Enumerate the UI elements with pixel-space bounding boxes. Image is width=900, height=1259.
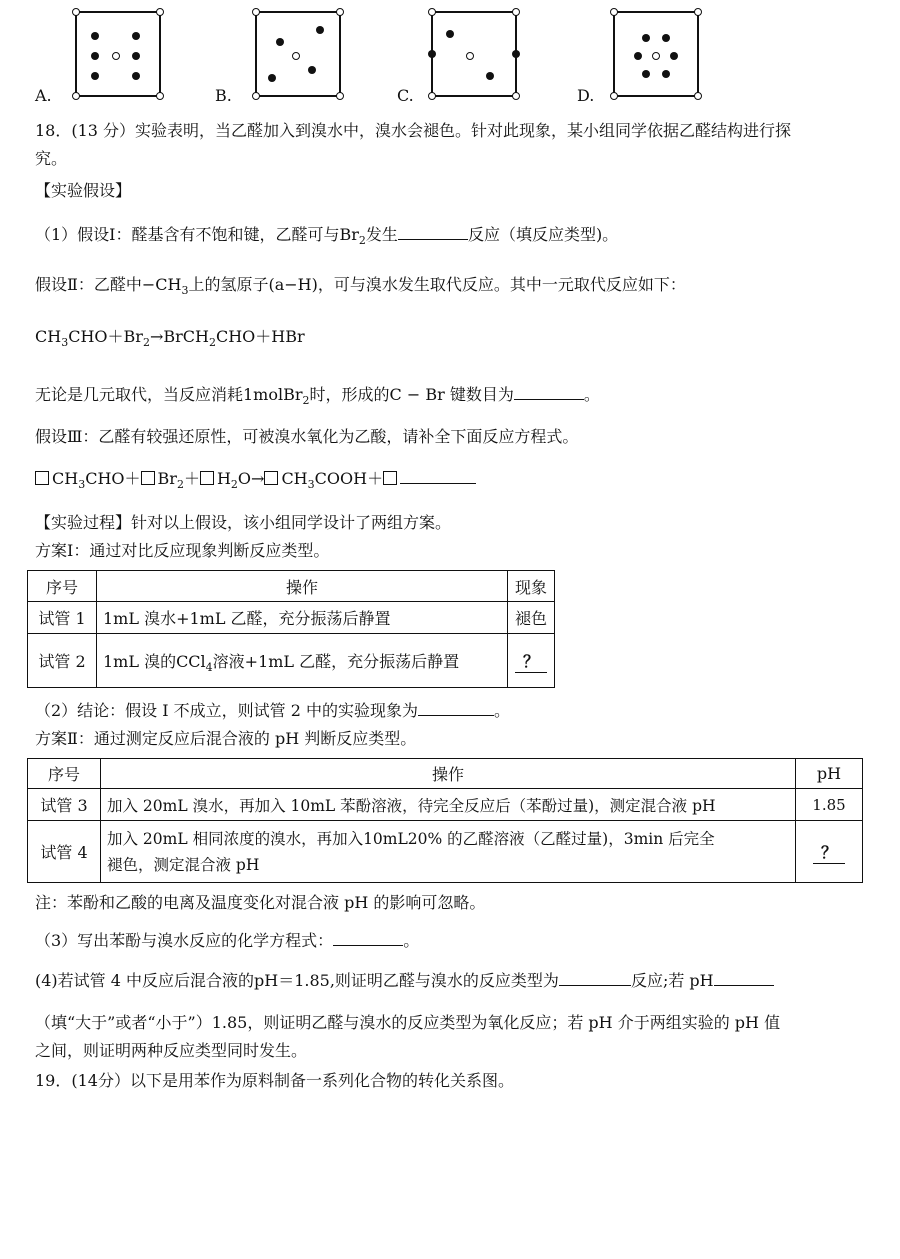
section-process: 【实验过程】针对以上假设，该小组同学设计了两组方案。 — [35, 513, 452, 532]
unknown-result[interactable]: ？ — [813, 840, 845, 864]
hypothesis-1: （1）假设Ⅰ：醛基含有不饱和键，乙醛可与$Br_2$发生 反应（填反应类型)。 — [35, 222, 618, 246]
answer-blank[interactable] — [714, 968, 774, 986]
hypothesis-2b: 无论是几元取代，当反应消耗1molBr$_2$时，形成的C − Br 键数目为 。 — [35, 382, 600, 406]
crystal-lattice-icon — [250, 2, 346, 102]
table-plan-1 — [27, 570, 555, 688]
equation-oxidation: $CH_3CHO+ Br_2+ H_2O\to$ $CH_3COOH+$ — [35, 466, 476, 490]
option-c-label: C. — [397, 86, 414, 105]
plan-1: 方案Ⅰ：通过对比反应现象判断反应类型。 — [35, 541, 330, 560]
question-4-cont: （填“大于”或者“小于”）1.85，则证明乙醛与溴水的反应类型为氧化反应；若 pH 介于两组实验的 pH 值 — [35, 1013, 781, 1032]
table-row: 试管 2 1mL 溴的CCl$_4$溶液+1mL 乙醛，充分振荡后静置 ？ — [28, 634, 555, 688]
note: 注：苯酚和乙酸的电离及温度变化对混合液 pH 的影响可忽略。 — [35, 893, 486, 912]
crystal-lattice-icon — [426, 2, 522, 102]
crystal-lattice-icon — [70, 2, 166, 102]
option-b-label: B. — [215, 86, 232, 105]
table-row: 试管 1 1mL 溴水+1mL 乙醛，充分振荡后静置 褪色 — [28, 602, 555, 634]
question-4-cont2: 之间，则证明两种反应类型同时发生。 — [35, 1041, 308, 1060]
table-header: 操作 — [97, 571, 508, 602]
conclusion-2: （2）结论：假设 I 不成立，则试管 2 中的实验现象为 。 — [35, 698, 510, 722]
q18-header-cont: 究。 — [35, 149, 68, 168]
answer-blank[interactable] — [400, 466, 476, 484]
answer-blank[interactable] — [398, 222, 468, 240]
q18-header: 18．(13 分）实验表明，当乙醛加入到溴水中，溴水会褪色。针对此现象，某小组同学依据乙醛结构进行探 — [35, 121, 792, 140]
equation-substitution: $CH_3CHO+Br_2\to BrCH_2CHO+HBr$ — [35, 327, 305, 350]
coefficient-box[interactable] — [35, 471, 49, 485]
table-header: 现象 — [508, 571, 555, 602]
option-d-label: D. — [577, 86, 595, 105]
answer-blank[interactable] — [514, 382, 584, 400]
table-header: pH — [796, 759, 863, 789]
table-header: 序号 — [28, 759, 101, 789]
option-a-label: A. — [35, 86, 52, 105]
section-hypothesis: 【实验假设】 — [35, 181, 132, 200]
plan-2: 方案Ⅱ：通过测定反应后混合液的 pH 判断反应类型。 — [35, 729, 417, 748]
hypothesis-3: 假设Ⅲ：乙醛有较强还原性，可被溴水氧化为乙酸，请补全下面反应方程式。 — [35, 427, 579, 446]
answer-blank[interactable] — [333, 928, 403, 946]
table-row: 试管 4 加入 20mL 相同浓度的溴水，再加入10mL20% 的乙醛溶液（乙醛过量)，3min 后完全 褪色，测定混合液 pH ？ — [28, 821, 863, 883]
crystal-lattice-icon — [608, 2, 704, 102]
coefficient-box[interactable] — [264, 471, 278, 485]
coefficient-box[interactable] — [383, 471, 397, 485]
question-3: （3）写出苯酚与溴水反应的化学方程式： 。 — [35, 928, 419, 952]
hypothesis-2: 假设Ⅱ：乙醛中$-CH_3$上的氢原子(a−H)，可与溴水发生取代反应。其中一元取代反应如下： — [35, 275, 686, 298]
table-header: 操作 — [101, 759, 796, 789]
question-4: (4)若试管 4 中反应后混合液的pH＝1.85,则证明乙醛与溴水的反应类型为 反应;若 pH — [35, 968, 774, 992]
coefficient-box[interactable] — [200, 471, 214, 485]
table-plan-2 — [27, 758, 863, 883]
answer-blank[interactable] — [418, 698, 494, 716]
unknown-result[interactable]: ？ — [515, 649, 547, 673]
coefficient-box[interactable] — [141, 471, 155, 485]
table-row: 试管 3 加入 20mL 溴水，再加入 10mL 苯酚溶液，待完全反应后（苯酚过量)，测定混合液 pH 1.85 — [28, 789, 863, 821]
table-header: 序号 — [28, 571, 97, 602]
q19-header: 19．(14分）以下是用苯作为原料制备一系列化合物的转化关系图。 — [35, 1071, 514, 1090]
answer-blank[interactable] — [559, 968, 631, 986]
